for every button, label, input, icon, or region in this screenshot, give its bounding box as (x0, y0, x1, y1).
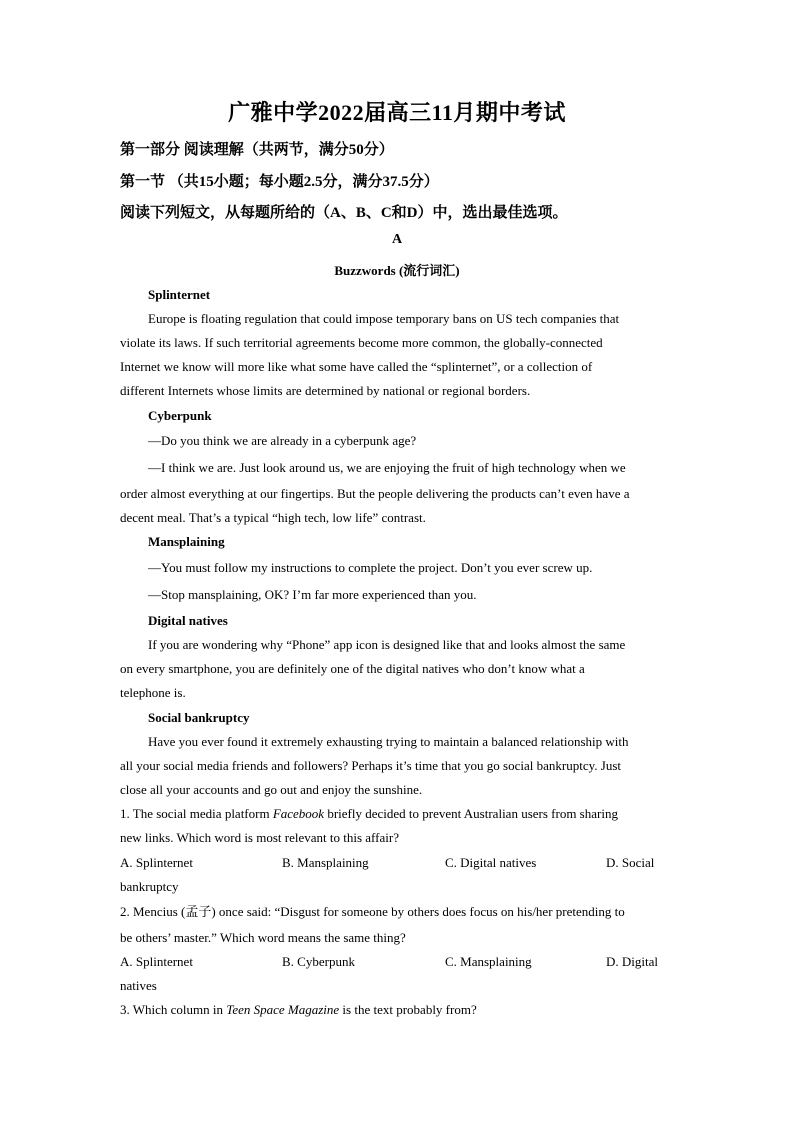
question-3-italic: Teen Space Magazine (226, 1002, 340, 1017)
dialogue-line: —Stop mansplaining, OK? I’m far more experienced than you. (148, 587, 477, 602)
passage-heading: Buzzwords (流行词汇) (334, 263, 460, 278)
term-mansplaining: Mansplaining (148, 534, 225, 549)
question-1-prefix: 1. The social media platform (120, 806, 273, 821)
question-1-italic: Facebook (272, 806, 325, 821)
q2-option-d[interactable]: D. Digital (606, 954, 658, 969)
question-1 (120, 805, 680, 823)
paragraph-line: decent meal. That’s a typical “high tech, low life” contrast. (120, 510, 426, 525)
paragraph-line: close all your accounts and go out and enjoy the sunshine. (120, 782, 423, 797)
question-1-line2: new links. Which word is most relevant to this affair? (120, 830, 399, 845)
question-3 (120, 1001, 680, 1019)
paragraph-line: all your social media friends and followers? Perhaps it’s time that you go social bankruptcy. Just (120, 758, 621, 773)
question-3-suffix: is the text probably from? (339, 1002, 477, 1017)
paragraph-line: Europe is floating regulation that could impose temporary bans on US tech companies that (148, 311, 620, 326)
paragraph-line: on every smartphone, you are definitely one of the digital natives who don’t know what a (120, 661, 585, 676)
q2-option-b[interactable]: B. Cyberpunk (282, 954, 355, 969)
term-cyberpunk: Cyberpunk (148, 408, 212, 423)
q1-option-b[interactable]: B. Mansplaining (282, 855, 369, 870)
question-2-line2: be others’ master.” Which word means the same thing? (120, 930, 406, 945)
paragraph-line: Internet we know will more like what some have called the “splinternet”, or a collection of (120, 359, 593, 374)
paragraph-line: Have you ever found it extremely exhausting trying to maintain a balanced relationship with (148, 734, 629, 749)
q2-option-a[interactable]: A. Splinternet (120, 954, 193, 969)
dialogue-line: —I think we are. Just look around us, we are enjoying the fruit of high technology when we (148, 460, 626, 475)
term-social-bankruptcy: Social bankruptcy (148, 710, 250, 725)
instruction-text: 阅读下列短文，从每题所给的（A、B、C和D）中，选出最佳选项。 (120, 205, 568, 221)
q2-option-c[interactable]: C. Mansplaining (445, 954, 532, 969)
paragraph-line: telephone is. (120, 685, 186, 700)
q1-option-d-wrap: bankruptcy (120, 879, 179, 894)
q1-option-d[interactable]: D. Social (606, 855, 655, 870)
question-2: 2. Mencius (孟子) once said: “Disgust for someone by others does focus on his/her pretending to (120, 904, 625, 919)
q2-option-d-wrap: natives (120, 978, 157, 993)
question-3-prefix: 3. Which column in (120, 1002, 227, 1017)
dialogue-line: —You must follow my instructions to complete the project. Don’t you ever screw up. (148, 560, 593, 575)
section-heading: 第一节 （共15小题；每小题2.5分，满分37.5分） (120, 174, 439, 190)
term-digital-natives: Digital natives (148, 613, 228, 628)
term-splinternet: Splinternet (148, 287, 211, 302)
part-heading: 第一部分 阅读理解（共两节，满分50分） (120, 142, 394, 158)
paragraph-line: violate its laws. If such territorial agreements become more common, the globally-connected (120, 335, 603, 350)
q1-option-c[interactable]: C. Digital natives (445, 855, 537, 870)
dialogue-line: —Do you think we are already in a cyberpunk age? (148, 433, 417, 448)
q1-option-a[interactable]: A. Splinternet (120, 855, 193, 870)
paragraph-line: order almost everything at our fingertips. But the people delivering the products can’t even have a (120, 486, 630, 501)
paragraph-line: different Internets whose limits are determined by national or regional borders. (120, 383, 531, 398)
exam-title: 广雅中学2022届高三11月期中考试 (228, 100, 566, 125)
paragraph-line: If you are wondering why “Phone” app icon is designed like that and looks almost the same (148, 637, 626, 652)
passage-letter: A (391, 232, 403, 247)
question-1-suffix: briefly decided to prevent Australian users from sharing (324, 806, 618, 821)
